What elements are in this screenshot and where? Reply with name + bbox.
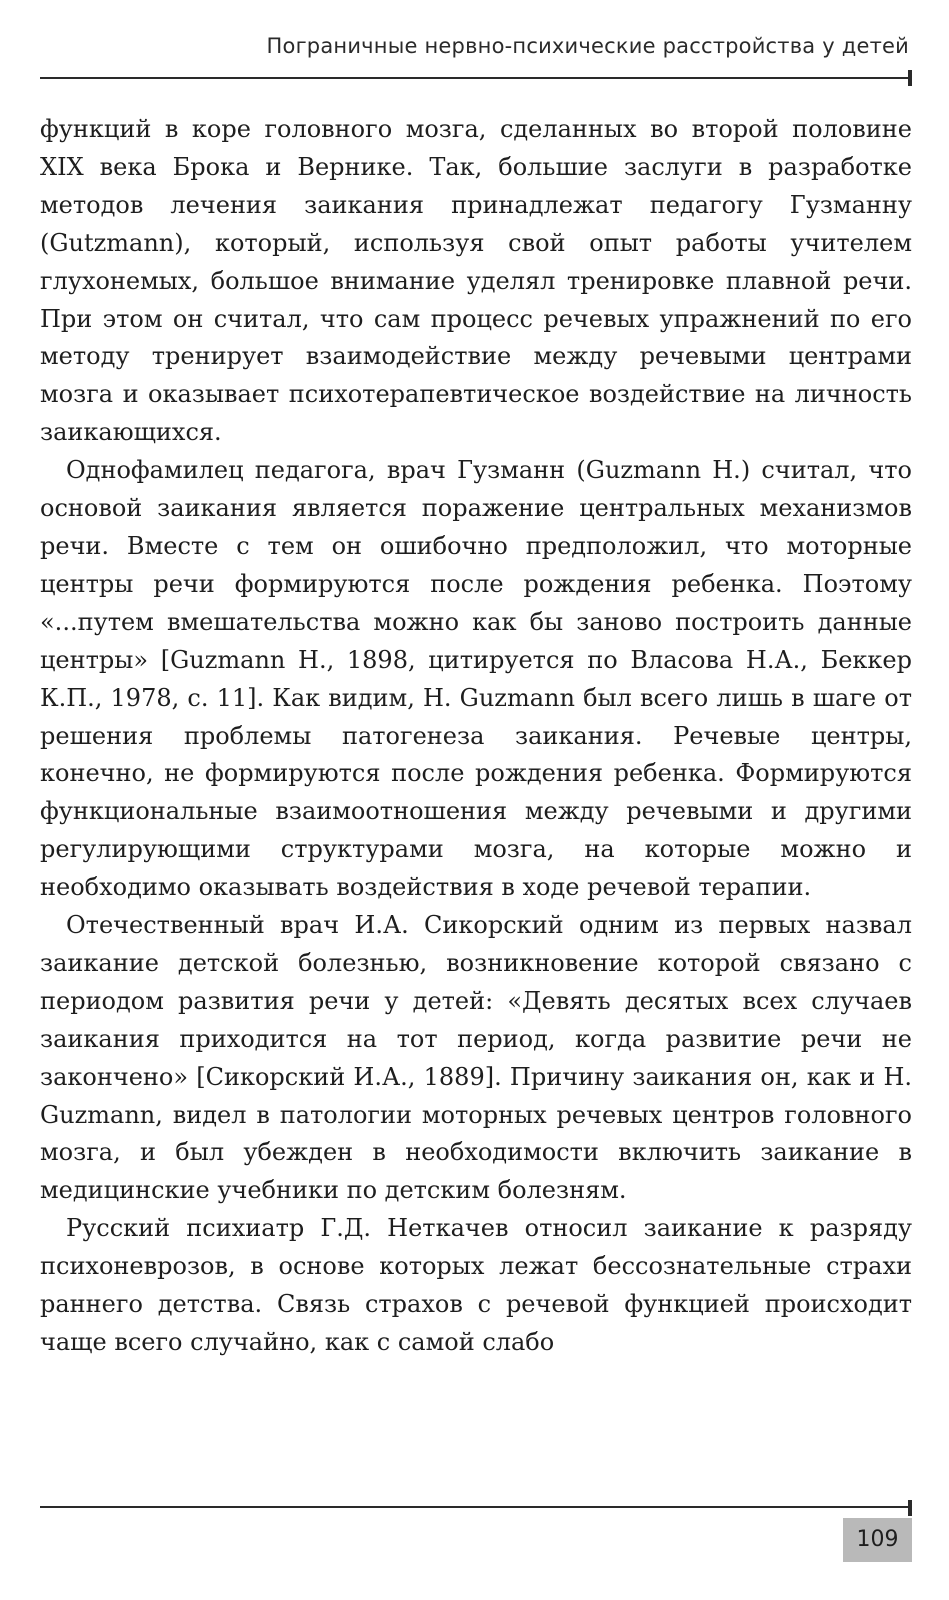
running-header: Пограничные нервно-психические расстройства у детей [266,34,909,58]
paragraph-netkachev: Русский психиатр Г.Д. Неткачев относил заикание к разряду психоневрозов, в основе которых лежат бессознательные страхи раннего детства. Связь страхов с речевой функцией происходит чаще всего случайно, как с самой слабо [40,1214,912,1356]
header-rule-tick [908,70,912,86]
page-number: 109 [843,1518,912,1562]
paragraph-sikorsky: Отечественный врач И.А. Сикорский одним из первых назвал заикание детской болезнью, возникновение которой связано с периодом развития речи у детей: «Девять десятых всех случаев заикания приходится на тот период, когда развитие речи не закончено» [Сикорский И.А., 1889]. Причину заикания он, как и H. Guzmann, видел в патологии моторных речевых центров головного мозга, и был убежден в необходимости включить заикание в медицинские учебники по детским болезням. [40,911,912,1205]
footer-rule-tick [908,1500,912,1516]
header-rule [40,77,912,79]
footer-rule [40,1506,912,1508]
body-text [40,111,912,1362]
paragraph-continued: функций в коре головного мозга, сделанных во второй половине XIX века Брока и Вернике. Так, большие заслуги в разработке методов лечения заикания принадлежат педагогу Гузманну (Gutzmann), который, используя свой опыт работы учителем глухонемых, большое внимание уделял тренировке плавной речи. При этом он считал, что сам процесс речевых упражнений по его методу тренирует взаимодействие между речевыми центрами мозга и оказывает психотерапевтическое воздействие на личность заикающихся. [40,115,912,447]
paragraph-guzmann: Однофамилец педагога, врач Гузманн (Guzmann H.) считал, что основой заикания является поражение центральных механизмов речи. Вместе с тем он ошибочно предположил, что моторные центры речи формируются после рождения ребенка. Поэтому «...путем вмешательства можно как бы заново построить данные центры» [Guzmann H., 1898, цитируется по Власова Н.А., Беккер К.П., 1978, с. 11]. Как видим, H. Guzmann был всего лишь в шаге от решения проблемы патогенеза заикания. Речевые центры, конечно, не формируются после рождения ребенка. Формируются функциональные взаимоотношения между речевыми и другими регулирующими структурами мозга, на которые можно и необходимо оказывать воздействия в ходе речевой терапии. [40,456,912,902]
